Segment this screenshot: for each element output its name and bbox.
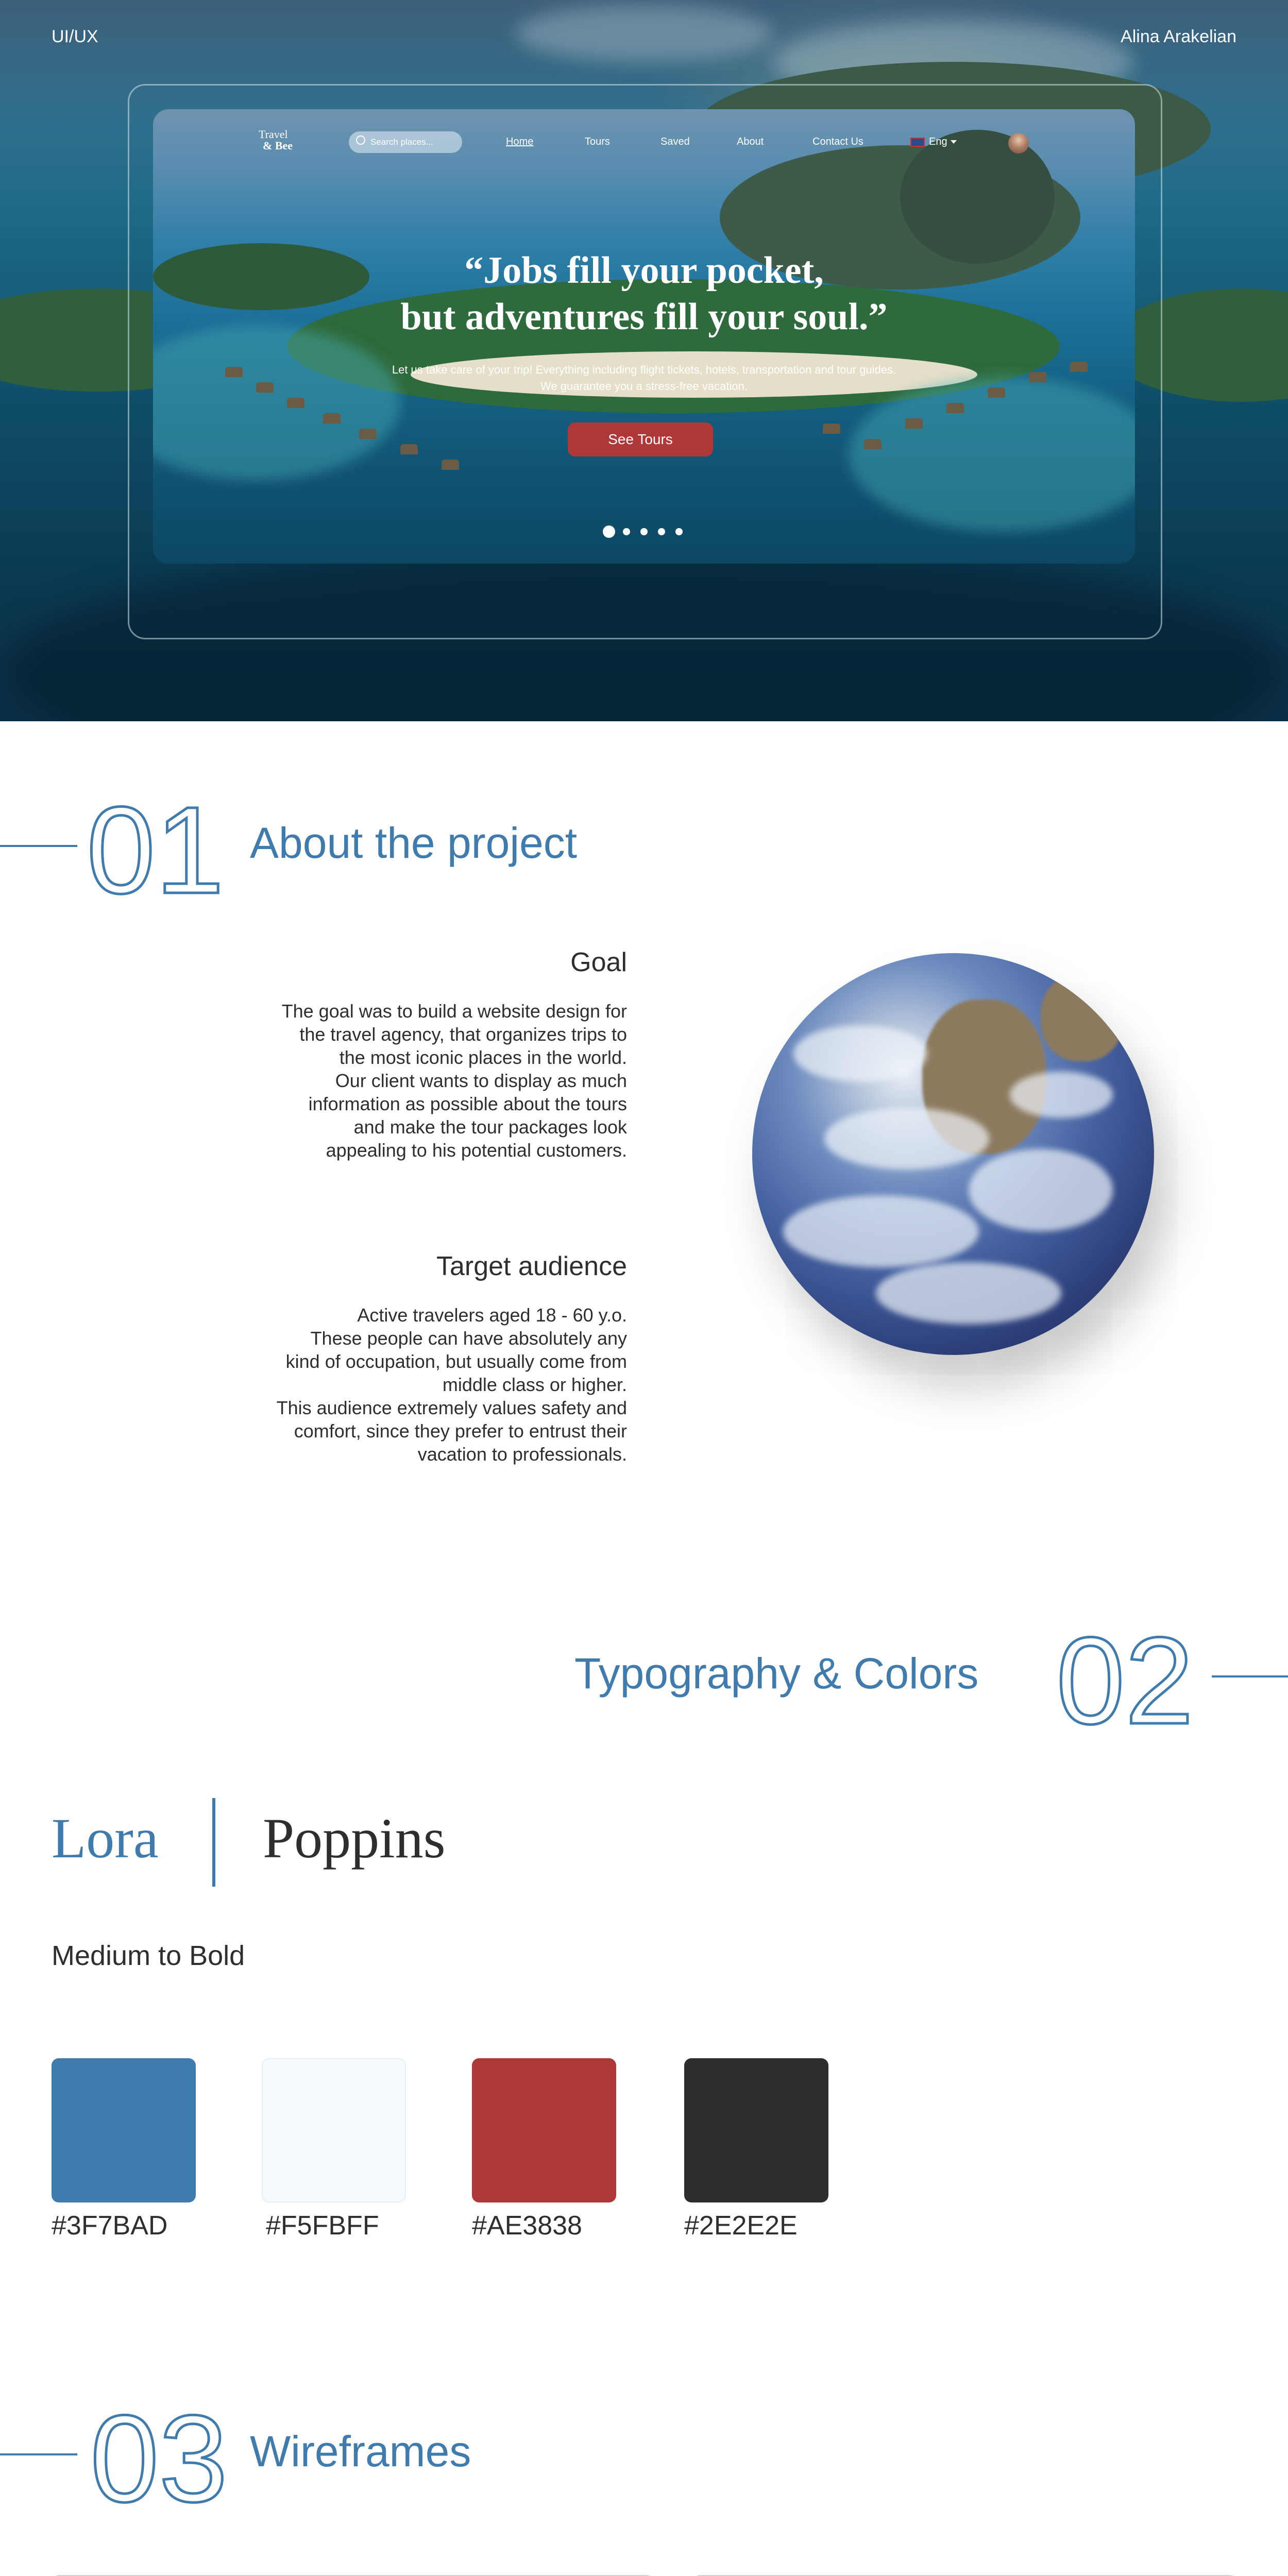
earth-globe-image xyxy=(752,953,1154,1355)
font-weights-note: Medium to Bold xyxy=(52,1940,245,1971)
ui-ux-tag: UI/UX xyxy=(52,27,98,46)
slider-dot[interactable] xyxy=(675,528,683,535)
target-audience-text xyxy=(155,1303,627,1466)
goal-line: the most iconic places in the world. xyxy=(339,1047,627,1068)
color-label-dark: #2E2E2E xyxy=(684,2211,798,2241)
audience-line: middle class or higher. xyxy=(442,1374,627,1395)
goal-line: the travel agency, that organizes trips to xyxy=(299,1024,627,1045)
chevron-down-icon[interactable] xyxy=(951,140,957,144)
nav-contact-us[interactable]: Contact Us xyxy=(812,136,863,147)
hero-title xyxy=(153,247,1135,340)
goal-text xyxy=(155,999,627,1162)
uk-flag-icon[interactable] xyxy=(910,138,925,147)
slider-dot[interactable] xyxy=(658,528,665,535)
hero-section xyxy=(0,0,1288,721)
goal-line: and make the tour packages look xyxy=(353,1116,627,1138)
section-title-typography: Typography & Colors xyxy=(574,1649,979,1698)
slider-dot-active[interactable] xyxy=(603,526,615,538)
font-divider xyxy=(212,1798,215,1887)
hero-title-line-2: but adventures fill your soul.” xyxy=(400,296,888,338)
section-title-about: About the project xyxy=(250,819,578,867)
hero-subtitle-line-2: We guarantee you a stress-free vacation. xyxy=(540,380,748,393)
search-placeholder: Search places... xyxy=(370,137,433,147)
nav-saved[interactable]: Saved xyxy=(660,136,690,147)
color-label-red: #AE3838 xyxy=(472,2211,582,2241)
goal-heading: Goal xyxy=(570,947,627,977)
section-number-02: 02 xyxy=(1056,1612,1194,1750)
logo-line-1: Travel xyxy=(259,128,288,141)
goal-line: information as possible about the tours xyxy=(308,1093,627,1114)
hero-subtitle-line-1: Let us take care of your trip! Everything including flight tickets, hotels, transportation and tour guides. xyxy=(392,363,896,376)
nav-tours[interactable]: Tours xyxy=(585,136,610,147)
section-divider-line xyxy=(0,845,77,847)
audience-line: vacation to professionals. xyxy=(417,1444,627,1465)
section-number-03: 03 xyxy=(90,2389,228,2528)
color-swatch-red xyxy=(472,2058,616,2202)
audience-line: comfort, since they prefer to entrust their xyxy=(294,1420,627,1442)
goal-line: appealing to his potential customers. xyxy=(326,1140,627,1161)
slider-dot[interactable] xyxy=(623,528,630,535)
section-divider-line xyxy=(0,2453,77,2455)
hero-subtitle xyxy=(153,362,1135,395)
website-mockup xyxy=(153,109,1135,564)
goal-line: Our client wants to display as much xyxy=(335,1070,627,1091)
author-name: Alina Arakelian xyxy=(1121,27,1236,46)
font-secondary-sample: Poppins xyxy=(263,1807,446,1870)
section-title-wireframes: Wireframes xyxy=(250,2427,471,2476)
avatar[interactable] xyxy=(1008,133,1029,154)
color-swatch-dark xyxy=(684,2058,828,2202)
color-swatch-blue xyxy=(52,2058,196,2202)
see-tours-button[interactable]: See Tours xyxy=(568,422,713,456)
section-divider-line xyxy=(1212,1675,1288,1677)
color-label-blue: #3F7BAD xyxy=(52,2211,168,2241)
nav-home[interactable]: Home xyxy=(506,136,534,147)
target-audience-heading: Target audience xyxy=(436,1251,627,1281)
hero-title-line-1: “Jobs fill your pocket, xyxy=(464,249,824,292)
language-selector[interactable]: Eng xyxy=(929,136,947,147)
search-input[interactable] xyxy=(349,131,462,153)
search-icon xyxy=(356,135,365,145)
font-primary-sample: Lora xyxy=(52,1807,159,1870)
section-number-01: 01 xyxy=(87,781,224,919)
nav-about[interactable]: About xyxy=(737,136,764,147)
logo[interactable] xyxy=(259,129,293,151)
color-swatch-light xyxy=(262,2058,406,2202)
audience-line: These people can have absolutely any xyxy=(310,1328,627,1349)
logo-line-2: & Bee xyxy=(263,139,293,152)
audience-line: Active travelers aged 18 - 60 y.o. xyxy=(357,1304,627,1326)
slider-dot[interactable] xyxy=(640,528,648,535)
audience-line: This audience extremely values safety and xyxy=(276,1397,627,1418)
goal-line: The goal was to build a website design for xyxy=(281,1001,627,1022)
color-label-light: #F5FBFF xyxy=(266,2211,379,2241)
audience-line: kind of occupation, but usually come from xyxy=(285,1351,627,1372)
